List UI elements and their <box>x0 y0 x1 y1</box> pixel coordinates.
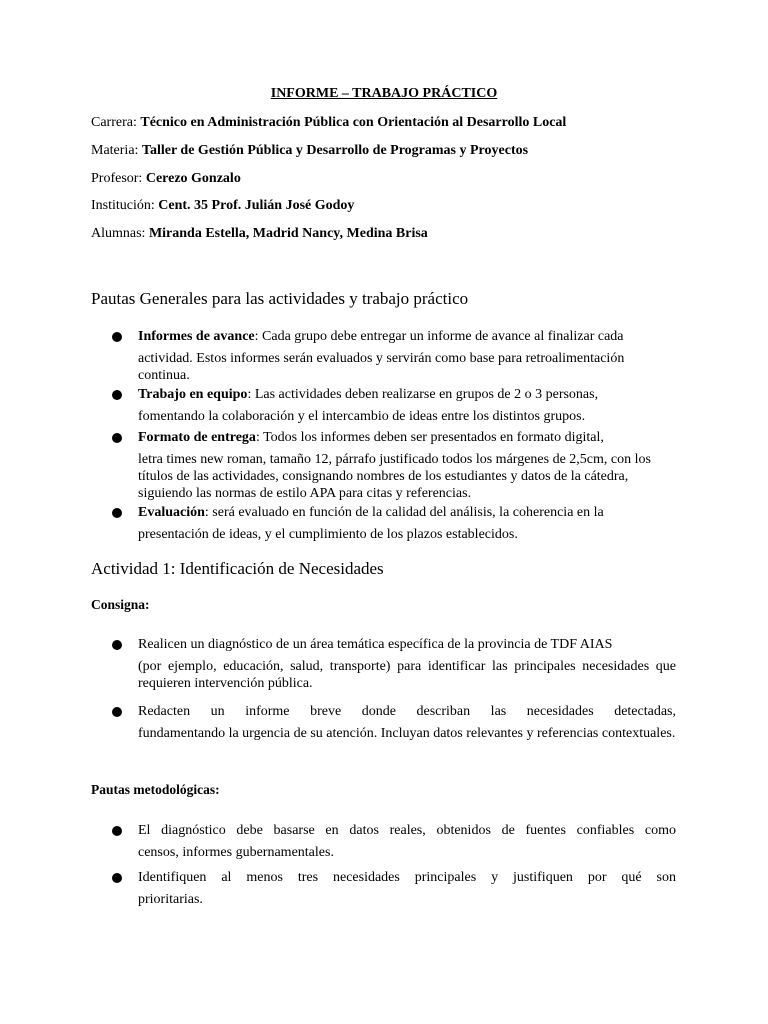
bullet-icon <box>112 508 122 518</box>
pautas-item-rest: letra times new roman, tamaño 12, párrafo justificado todos los márgenes de 2,5cm, con los títulos de las actividades, consignando nombres de los estudiantes y datos de la cátedra, siguiendo las normas de estilo APA para citas y referencias. <box>138 452 651 501</box>
meta-profesor-value: Cerezo Gonzalo <box>145 171 241 186</box>
pautas-item-line1: : Cada grupo debe entregar un informe de avance al finalizar cada <box>254 329 624 344</box>
consigna-item-rest: fundamentando la urgencia de su atención. Incluyan datos relevantes y referencias contextuales. <box>138 726 676 741</box>
meta-institucion-label: Institución: <box>91 198 155 213</box>
consigna-item-diagnostico <box>112 636 676 692</box>
pautas-item-evaluacion <box>112 504 676 543</box>
meta-alumnas-label: Alumnas: <box>91 226 146 241</box>
meta-carrera-label: Carrera: <box>91 115 137 130</box>
meta-institucion-value: Cent. 35 Prof. Julián José Godoy <box>158 198 355 213</box>
bullet-icon <box>112 433 122 443</box>
pautas-item-rest: actividad. Estos informes serán evaluados y servirán como base para retroalimentación continua. <box>138 351 625 383</box>
pautas-item-formato <box>112 429 676 502</box>
meta-alumnas-value: Miranda Estella, Madrid Nancy, Medina Brisa <box>148 226 428 241</box>
metodologia-item-necesidades <box>112 869 676 908</box>
pautas-item-lead: Trabajo en equipo <box>138 387 248 402</box>
pautas-item-line1: : Todos los informes deben ser presentados en formato digital, <box>255 430 604 445</box>
pautas-item-rest: fomentando la colaboración y el intercambio de ideas entre los distintos grupos. <box>138 409 586 424</box>
pautas-item-equipo <box>112 386 676 425</box>
meta-alumnas <box>91 226 428 242</box>
pautas-item-rest: presentación de ideas, y el cumplimiento de los plazos establecidos. <box>138 527 518 542</box>
meta-materia-label: Materia: <box>91 143 139 158</box>
pautas-item-lead: Informes de avance <box>138 329 255 344</box>
metodologia-item-line1: Identifiquen al menos tres necesidades principales y justifiquen por qué son <box>138 870 676 885</box>
consigna-item-line1: Redacten un informe breve donde describan las necesidades detectadas, <box>138 704 676 719</box>
meta-profesor <box>91 171 241 187</box>
meta-materia <box>91 143 528 159</box>
bullet-icon <box>112 707 122 717</box>
document-title: INFORME – TRABAJO PRÁCTICO <box>270 86 498 101</box>
bullet-icon <box>112 826 122 836</box>
consigna-item-line1: Realicen un diagnóstico de un área temática específica de la provincia de TDF AIAS <box>138 637 613 652</box>
bullet-icon <box>112 390 122 400</box>
metodologia-item-line1: El diagnóstico debe basarse en datos reales, obtenidos de fuentes confiables como <box>138 823 676 838</box>
consigna-label: Consigna: <box>91 597 150 612</box>
bullet-icon <box>112 873 122 883</box>
consigna-item-informe <box>112 703 676 742</box>
pautas-item-lead: Formato de entrega <box>138 430 256 445</box>
bullet-icon <box>112 332 122 342</box>
meta-carrera-value: Técnico en Administración Pública con Orientación al Desarrollo Local <box>140 115 567 130</box>
pautas-item-line1: : Las actividades deben realizarse en grupos de 2 o 3 personas, <box>247 387 599 402</box>
pautas-item-lead: Evaluación <box>138 505 205 520</box>
pautas-metodologicas-label: Pautas metodológicas: <box>91 782 220 797</box>
consigna-item-rest: (por ejemplo, educación, salud, transporte) para identificar las principales necesidades que requieren intervención pública. <box>138 659 676 691</box>
pautas-item-informes <box>112 328 676 384</box>
metodologia-item-rest: prioritarias. <box>138 892 203 907</box>
bullet-icon <box>112 640 122 650</box>
meta-materia-value: Taller de Gestión Pública y Desarrollo de Programas y Proyectos <box>141 143 529 158</box>
meta-carrera <box>91 115 566 131</box>
pautas-item-line1: : será evaluado en función de la calidad del análisis, la coherencia en la <box>204 505 604 520</box>
meta-profesor-label: Profesor: <box>91 171 143 186</box>
pautas-heading: Pautas Generales para las actividades y trabajo práctico <box>91 289 469 308</box>
meta-institucion <box>91 198 354 214</box>
metodologia-item-rest: censos, informes gubernamentales. <box>138 845 334 860</box>
metodologia-item-datos <box>112 822 676 861</box>
actividad1-heading: Actividad 1: Identificación de Necesidades <box>91 559 384 578</box>
